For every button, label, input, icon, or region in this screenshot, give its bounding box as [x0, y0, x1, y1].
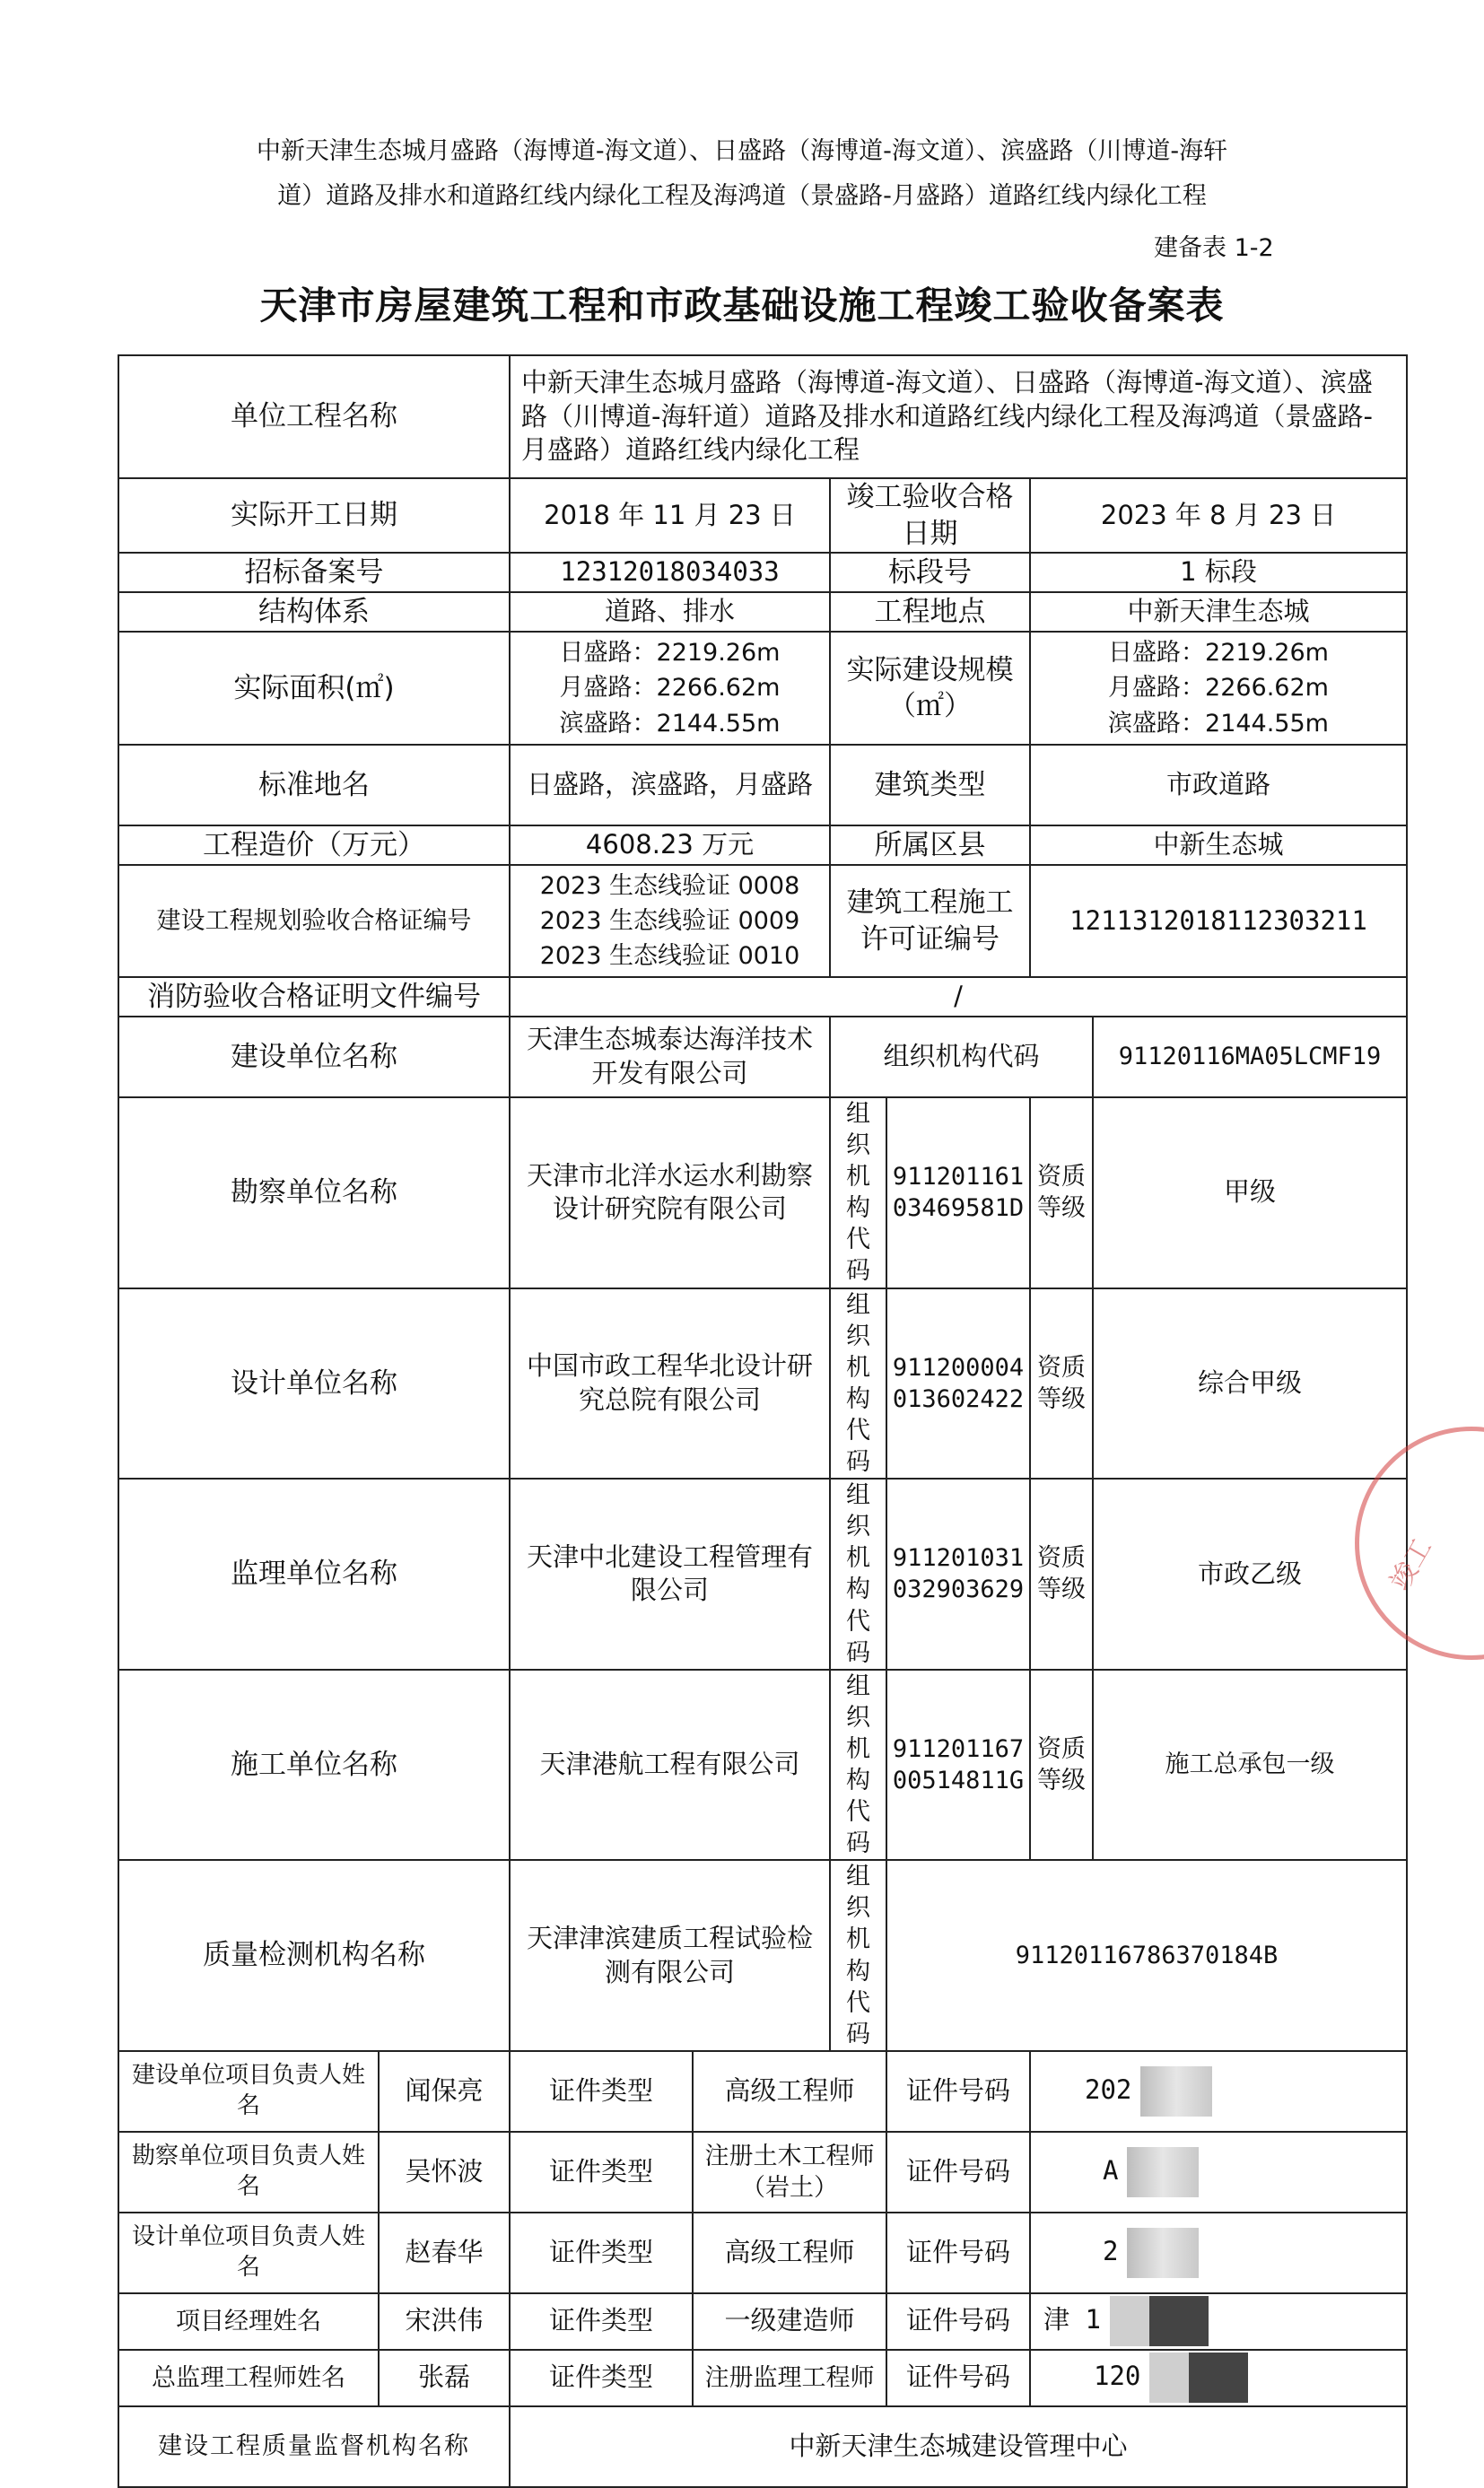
cert-type: 一级建造师 — [693, 2293, 886, 2350]
cert-no-label: 证件号码 — [886, 2213, 1030, 2293]
cert-no-cell — [1030, 2350, 1407, 2406]
person-role: 建设单位项目负责人姓名 — [118, 2051, 379, 2132]
design-qualification: 综合甲级 — [1093, 1288, 1407, 1480]
person-role: 项目经理姓名 — [118, 2293, 379, 2350]
person-role: 勘察单位项目负责人姓名 — [118, 2132, 379, 2213]
person-name: 张磊 — [379, 2350, 510, 2406]
cert-no: A — [1103, 2154, 1119, 2186]
start-date-label: 实际开工日期 — [118, 478, 510, 553]
permit-label: 建筑工程施工许可证编号 — [830, 865, 1030, 977]
header-line-1: 中新天津生态城月盛路（海博道-海文道）、日盛路（海博道-海文道）、滨盛路（川博道-海轩 — [256, 137, 1228, 165]
area-value: 月盛路：2266.62m — [559, 674, 781, 703]
qualification-label: 资质等级 — [1030, 1670, 1093, 1861]
bid-number-label: 招标备案号 — [118, 553, 510, 592]
district-label: 所属区县 — [830, 825, 1030, 865]
design-label: 设计单位名称 — [118, 1288, 510, 1480]
survey-label: 勘察单位名称 — [118, 1097, 510, 1288]
cert-type: 高级工程师 — [693, 2051, 886, 2132]
section-label: 标段号 — [830, 553, 1030, 592]
cert-no-label: 证件号码 — [886, 2132, 1030, 2213]
redaction-mask — [1110, 2296, 1209, 2346]
scale-values — [1030, 632, 1407, 745]
cert-no-cell — [1030, 2213, 1407, 2293]
district-value: 中新生态城 — [1030, 825, 1407, 865]
cert-no: 120 — [1094, 2361, 1141, 2392]
cert-type: 注册土木工程师（岩土） — [693, 2132, 886, 2213]
cert-type-label: 证件类型 — [510, 2132, 693, 2213]
place-name-value: 日盛路，滨盛路，月盛路 — [510, 745, 830, 825]
testing-label: 质量检测机构名称 — [118, 1860, 510, 2051]
testing-name: 天津津滨建质工程试验检测有限公司 — [510, 1860, 830, 2051]
area-value: 滨盛路：2144.55m — [559, 709, 781, 738]
accept-date-value: 2023 年 8 月 23 日 — [1030, 478, 1407, 553]
start-date-value: 2018 年 11 月 23 日 — [510, 478, 830, 553]
cost-label: 工程造价（万元） — [118, 825, 510, 865]
design-code: 911200004013602422 — [886, 1288, 1030, 1480]
cert-no: 2 — [1103, 2235, 1119, 2266]
bid-number-value: 12312018034033 — [510, 553, 830, 592]
person-name: 闻保亮 — [379, 2051, 510, 2132]
cert-type: 高级工程师 — [693, 2213, 886, 2293]
person-role: 总监理工程师姓名 — [118, 2350, 379, 2406]
plan-cert-value: 2023 生态线验证 0009 — [539, 906, 800, 935]
plan-cert-value: 2023 生态线验证 0010 — [539, 942, 800, 971]
supervise-code: 911201031032903629 — [886, 1479, 1030, 1670]
supervise-name: 天津中北建设工程管理有限公司 — [510, 1479, 830, 1670]
cost-value: 4608.23 万元 — [510, 825, 830, 865]
construct-name: 天津港航工程有限公司 — [510, 1670, 830, 1861]
qualification-label: 资质等级 — [1030, 1288, 1093, 1480]
project-name-value: 中新天津生态城月盛路（海博道-海文道）、日盛路（海博道-海文道）、滨盛路（川博道-海轩道）道路及排水和道路红线内绿化工程及海鸿道（景盛路-月盛路）道路红线内绿化工程 — [510, 355, 1407, 478]
plan-cert-values — [510, 865, 830, 977]
scale-value: 月盛路：2266.62m — [1108, 674, 1329, 703]
org-code-label: 组织机构代码 — [830, 1097, 886, 1288]
survey-name: 天津市北洋水运水利勘察设计研究院有限公司 — [510, 1097, 830, 1288]
design-name: 中国市政工程华北设计研究总院有限公司 — [510, 1288, 830, 1480]
builder-name: 天津生态城泰达海洋技术开发有限公司 — [510, 1017, 830, 1097]
supervise-qualification: 市政乙级 — [1093, 1479, 1407, 1670]
construct-qualification: 施工总承包一级 — [1093, 1670, 1407, 1861]
page-title: 天津市房屋建筑工程和市政基础设施工程竣工验收备案表 — [259, 284, 1225, 327]
scale-value: 日盛路：2219.26m — [1108, 639, 1329, 668]
cert-no-label: 证件号码 — [886, 2051, 1030, 2132]
redaction-mask — [1127, 2228, 1199, 2278]
plan-cert-value: 2023 生态线验证 0008 — [539, 871, 800, 900]
cert-no: 202 — [1085, 2073, 1132, 2105]
construct-code: 91120116700514811G — [886, 1670, 1030, 1861]
area-values — [510, 632, 830, 745]
cert-no-cell — [1030, 2132, 1407, 2213]
structure-label: 结构体系 — [118, 592, 510, 632]
supervision-value: 中新天津生态城建设管理中心 — [510, 2406, 1407, 2487]
form-number: 建备表 1-2 — [1154, 234, 1274, 262]
cert-type-label: 证件类型 — [510, 2350, 693, 2406]
cert-type: 注册监理工程师 — [693, 2350, 886, 2406]
builder-code: 91120116MA05LCMF19 — [1093, 1017, 1407, 1097]
fire-cert-label: 消防验收合格证明文件编号 — [118, 977, 510, 1017]
supervision-label: 建设工程质量监督机构名称 — [118, 2406, 510, 2487]
person-name: 赵春华 — [379, 2213, 510, 2293]
org-code-label: 组织机构代码 — [830, 1017, 1093, 1097]
supervise-label: 监理单位名称 — [118, 1479, 510, 1670]
scale-label: 实际建设规模（㎡） — [830, 632, 1030, 745]
place-name-label: 标准地名 — [118, 745, 510, 825]
location-value: 中新天津生态城 — [1030, 592, 1407, 632]
org-code-label: 组织机构代码 — [830, 1670, 886, 1861]
location-label: 工程地点 — [830, 592, 1030, 632]
record-table — [118, 354, 1408, 2488]
survey-qualification: 甲级 — [1093, 1097, 1407, 1288]
permit-value: 1211312018112303211 — [1030, 865, 1407, 977]
cert-type-label: 证件类型 — [510, 2051, 693, 2132]
person-name: 吴怀波 — [379, 2132, 510, 2213]
accept-date-label: 竣工验收合格日期 — [830, 478, 1030, 553]
seal-text: 竣工 — [1384, 1533, 1439, 1596]
cert-no-cell — [1030, 2293, 1407, 2350]
area-value: 日盛路：2219.26m — [559, 639, 781, 668]
person-role: 设计单位项目负责人姓名 — [118, 2213, 379, 2293]
cert-type-label: 证件类型 — [510, 2293, 693, 2350]
plan-cert-label: 建设工程规划验收合格证编号 — [118, 865, 510, 977]
testing-code: 91120116786370184B — [886, 1860, 1407, 2051]
cert-no-cell — [1030, 2051, 1407, 2132]
structure-value: 道路、排水 — [510, 592, 830, 632]
building-type-label: 建筑类型 — [830, 745, 1030, 825]
org-code-label: 组织机构代码 — [830, 1860, 886, 2051]
person-name: 宋洪伟 — [379, 2293, 510, 2350]
redaction-mask — [1140, 2066, 1212, 2117]
construct-label: 施工单位名称 — [118, 1670, 510, 1861]
project-name-label: 单位工程名称 — [118, 355, 510, 478]
building-type-value: 市政道路 — [1030, 745, 1407, 825]
qualification-label: 资质等级 — [1030, 1479, 1093, 1670]
redaction-mask — [1149, 2353, 1248, 2403]
header-line-2: 道）道路及排水和道路红线内绿化工程及海鸿道（景盛路-月盛路）道路红线内绿化工程 — [277, 182, 1207, 210]
survey-code: 91120116103469581D — [886, 1097, 1030, 1288]
qualification-label: 资质等级 — [1030, 1097, 1093, 1288]
scale-value: 滨盛路：2144.55m — [1108, 709, 1329, 738]
cert-no-label: 证件号码 — [886, 2350, 1030, 2406]
cert-no-label: 证件号码 — [886, 2293, 1030, 2350]
org-code-label: 组织机构代码 — [830, 1479, 886, 1670]
org-code-label: 组织机构代码 — [830, 1288, 886, 1480]
builder-label: 建设单位名称 — [118, 1017, 510, 1097]
redaction-mask — [1127, 2147, 1199, 2197]
cert-type-label: 证件类型 — [510, 2213, 693, 2293]
area-label: 实际面积(㎡) — [118, 632, 510, 745]
cert-no: 津 1 — [1043, 2304, 1101, 2335]
fire-cert-value: / — [510, 977, 1407, 1017]
section-value: 1 标段 — [1030, 553, 1407, 592]
